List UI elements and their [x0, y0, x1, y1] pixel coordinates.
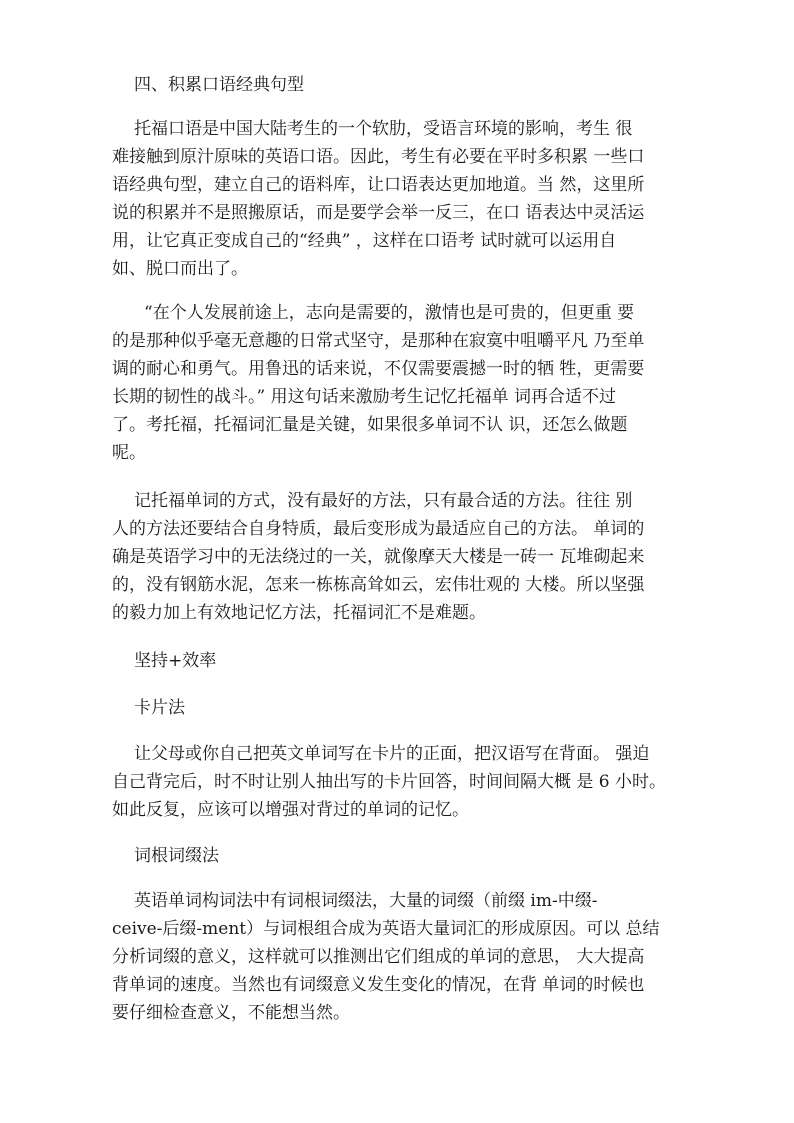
- paragraph-line: 难接触到原汁原味的英语口语。因此，考生有必要在平时多积累 一些口: [112, 147, 645, 167]
- paragraph-line: 了。考托福，托福词汇量是关键，如果很多单词不认 识，还怎么做题: [112, 415, 628, 435]
- paragraph-line: 用，让它真正变成自己的“经典” ，这样在口语考 试时就可以运用自: [112, 231, 617, 251]
- paragraph-line: “在个人发展前途上，志向是需要的，激情也是可贵的，但更重 要: [144, 303, 635, 323]
- paragraph-line: 让父母或你自己把英文单词写在卡片的正面，把汉语写在背面。 强迫: [134, 744, 650, 764]
- paragraph-line: 如、脱口而出了。: [112, 259, 248, 279]
- section-title: 四、积累口语经典句型: [134, 75, 304, 95]
- paragraph-line: 如此反复，应该可以增强对背过的单词的记忆。: [112, 800, 469, 820]
- paragraph-line: 长期的韧性的战斗。” 用这句话来激励考生记忆托福单 词再合适不过: [112, 387, 616, 407]
- paragraph-line: 呢。: [112, 443, 146, 463]
- paragraph-line: 人的方法还要结合自身特质，最后变形成为最适应自己的方法。 单词的: [112, 519, 645, 539]
- paragraph-line: ceive-后缀-ment）与词根组合成为英语大量词汇的形成原因。可以 总结: [112, 919, 660, 939]
- subheading-card-method: 卡片法: [134, 698, 185, 718]
- subheading-root-affix: 词根词缀法: [134, 846, 219, 866]
- paragraph-line: 的毅力加上有效地记忆方法，托福词汇不是难题。: [112, 603, 486, 623]
- paragraph-line: 托福口语是中国大陆考生的一个软肋，受语言环境的影响，考生 很: [134, 119, 633, 139]
- subheading-persist: 坚持+效率: [134, 651, 217, 671]
- paragraph-line: 背单词的速度。当然也有词缀意义发生变化的情况，在背 单词的时候也: [112, 975, 645, 995]
- paragraph-line: 分析词缀的意义，这样就可以推测出它们组成的单词的意思， 大大提高: [112, 947, 645, 967]
- paragraph-line: 的，没有钢筋水泥，怎来一栋栋高耸如云，宏伟壮观的 大楼。所以坚强: [112, 575, 645, 595]
- paragraph-line: 调的耐心和勇气。用鲁迅的话来说，不仅需要震撼一时的牺 牲，更需要: [112, 359, 645, 379]
- paragraph-line: 语经典句型，建立自己的语料库，让口语表达更加地道。当 然，这里所: [112, 175, 645, 195]
- paragraph-line: 记托福单词的方式，没有最好的方法，只有最合适的方法。往往 别: [134, 491, 633, 511]
- paragraph-line: 英语单词构词法中有词根词缀法，大量的词缀（前缀 im-中缀-: [134, 891, 598, 911]
- paragraph-line: 的是那种似乎毫无意趣的日常式坚守，是那种在寂寞中咀嚼平凡 乃至单: [112, 331, 645, 351]
- paragraph-line: 自己背完后，时不时让别人抽出写的卡片回答，时间间隔大概 是 6 小时。: [112, 772, 667, 792]
- paragraph-line: 确是英语学习中的无法绕过的一关，就像摩天大楼是一砖一 瓦堆砌起来: [112, 547, 645, 567]
- paragraph-line: 要仔细检查意义，不能想当然。: [112, 1003, 350, 1023]
- paragraph-line: 说的积累并不是照搬原话，而是要学会举一反三，在口 语表达中灵活运: [112, 203, 645, 223]
